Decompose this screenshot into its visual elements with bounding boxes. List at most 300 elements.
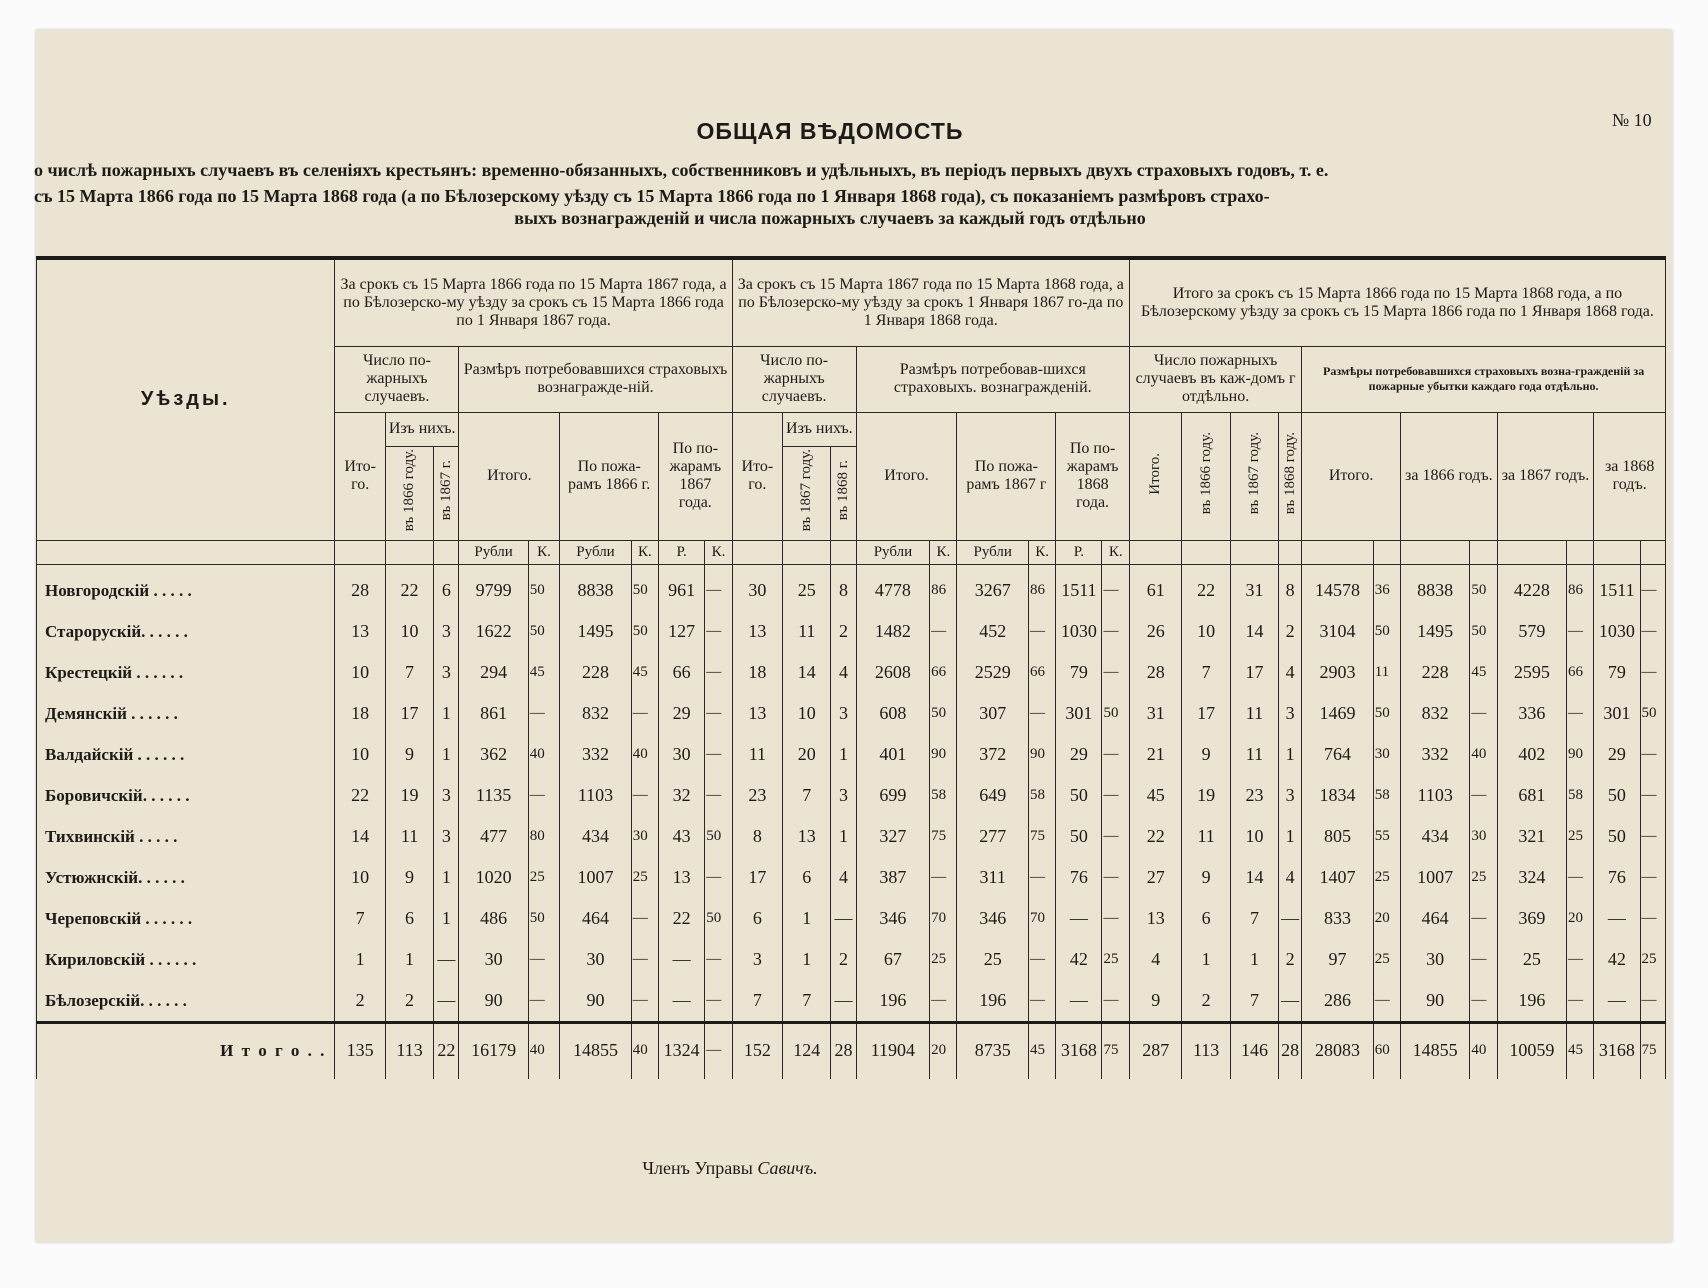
table-cell: 50: [1640, 693, 1665, 734]
table-cell: 113: [385, 1022, 433, 1078]
table-cell: —: [831, 980, 856, 1022]
table-cell: 50: [528, 611, 560, 652]
table-cell: 25: [1640, 939, 1665, 980]
table-cell: 4: [1279, 652, 1302, 693]
table-cell: 1622: [459, 611, 528, 652]
table-cell: —: [1102, 564, 1129, 611]
table-cell: 832: [1401, 693, 1470, 734]
table-cell: 27: [1129, 857, 1182, 898]
header-p2-v-1868: въ 1868 г.: [831, 446, 856, 540]
table-cell: 28: [335, 564, 385, 611]
table-cell: —: [705, 857, 732, 898]
table-cell: 14: [335, 816, 385, 857]
table-cell: 40: [631, 734, 658, 775]
table-cell: 86: [930, 564, 957, 611]
table-cell: 30: [659, 734, 705, 775]
table-cell: 25: [957, 939, 1028, 980]
table-cell: 31: [1230, 564, 1278, 611]
table-cell: 40: [1470, 1022, 1497, 1078]
table-cell: 1: [434, 734, 459, 775]
table-cell: 25: [1567, 816, 1594, 857]
uezd-name: Череповскій . . . . . .: [37, 898, 335, 939]
table-cell: 301: [1056, 693, 1102, 734]
table-row: [37, 652, 1666, 693]
table-cell: 7: [385, 652, 433, 693]
uezd-name: Тихвинскій . . . . .: [37, 816, 335, 857]
table-cell: 25: [631, 857, 658, 898]
table-cell: 3: [434, 652, 459, 693]
table-cell: 196: [957, 980, 1028, 1022]
table-cell: —: [1102, 898, 1129, 939]
table-cell: —: [659, 939, 705, 980]
table-cell: —: [1640, 611, 1665, 652]
table-cell: 3: [1279, 775, 1302, 816]
table-cell: 3104: [1302, 611, 1373, 652]
table-cell: —: [1470, 775, 1497, 816]
table-cell: 1103: [1401, 775, 1470, 816]
table-cell: 402: [1497, 734, 1566, 775]
table-cell: 6: [385, 898, 433, 939]
table-cell: 19: [1182, 775, 1230, 816]
table-cell: 50: [1056, 816, 1102, 857]
table-cell: 1103: [560, 775, 631, 816]
table-cell: 1: [783, 898, 831, 939]
table-cell: 26: [1129, 611, 1182, 652]
table-row: [37, 693, 1666, 734]
table-cell: 10: [335, 734, 385, 775]
table-cell: 372: [957, 734, 1028, 775]
table-cell: —: [1640, 652, 1665, 693]
table-cell: —: [1102, 980, 1129, 1022]
table-cell: 67: [856, 939, 930, 980]
table-cell: 13: [659, 857, 705, 898]
table-cell: 90: [459, 980, 528, 1022]
table-cell: 90: [1567, 734, 1594, 775]
table-cell: 452: [957, 611, 1028, 652]
table-cell: 113: [1182, 1022, 1230, 1078]
header-p3-count: Число пожарныхъ случаевъ въ каж-домъ г отдѣльно.: [1129, 346, 1301, 412]
table-cell: 3168: [1056, 1022, 1102, 1078]
table-cell: 486: [459, 898, 528, 939]
table-cell: 10059: [1497, 1022, 1566, 1078]
table-cell: 332: [1401, 734, 1470, 775]
total-row: [37, 1022, 1666, 1078]
table-cell: 3: [434, 816, 459, 857]
table-cell: 50: [631, 611, 658, 652]
table-cell: 1407: [1302, 857, 1373, 898]
uezd-name: Кириловскій . . . . . .: [37, 939, 335, 980]
statistics-table: [36, 256, 1666, 1079]
table-cell: 66: [930, 652, 957, 693]
table-cell: —: [1594, 980, 1640, 1022]
uezd-name: Устюжнскій. . . . . .: [37, 857, 335, 898]
table-cell: 1: [831, 816, 856, 857]
table-cell: 14: [1230, 857, 1278, 898]
table-cell: 90: [560, 980, 631, 1022]
table-cell: 228: [1401, 652, 1470, 693]
table-cell: 29: [659, 693, 705, 734]
table-cell: 28: [831, 1022, 856, 1078]
table-cell: —: [705, 693, 732, 734]
signature-name: Савичъ.: [757, 1158, 818, 1178]
table-row: [37, 775, 1666, 816]
table-cell: 434: [560, 816, 631, 857]
table-row: [37, 611, 1666, 652]
table-cell: —: [1028, 611, 1055, 652]
table-cell: 8735: [957, 1022, 1028, 1078]
table-cell: 135: [335, 1022, 385, 1078]
table-cell: —: [1640, 816, 1665, 857]
table-cell: —: [930, 611, 957, 652]
table-cell: 11: [783, 611, 831, 652]
table-cell: 11: [732, 734, 782, 775]
table-cell: 9: [1129, 980, 1182, 1022]
table-cell: 9: [385, 857, 433, 898]
header-p1-amount: Размѣръ потребовавшихся страховыхъ вознагражде-ній.: [459, 346, 732, 412]
table-cell: 324: [1497, 857, 1566, 898]
table-cell: 30: [1470, 816, 1497, 857]
header-p1-count: Число по-жарныхъ случаевъ.: [335, 346, 459, 412]
table-cell: 30: [560, 939, 631, 980]
table-cell: 196: [1497, 980, 1566, 1022]
table-cell: —: [930, 857, 957, 898]
table-cell: 36: [1373, 564, 1400, 611]
table-cell: —: [1102, 816, 1129, 857]
table-cell: 649: [957, 775, 1028, 816]
table-cell: 6: [783, 857, 831, 898]
table-cell: 14: [783, 652, 831, 693]
table-cell: —: [1102, 652, 1129, 693]
table-cell: 1007: [1401, 857, 1470, 898]
table-cell: 7: [1182, 652, 1230, 693]
table-cell: 1: [1230, 939, 1278, 980]
table-cell: 10: [335, 652, 385, 693]
table-cell: 2: [1279, 611, 1302, 652]
table-cell: —: [528, 775, 560, 816]
table-cell: 20: [783, 734, 831, 775]
table-cell: 8: [831, 564, 856, 611]
table-cell: —: [930, 980, 957, 1022]
table-cell: 17: [385, 693, 433, 734]
table-cell: 29: [1056, 734, 1102, 775]
table-cell: 50: [528, 564, 560, 611]
header-p2-count: Число по-жарныхъ случаевъ.: [732, 346, 856, 412]
subtitle-line-2: съ 15 Марта 1866 года по 15 Марта 1868 года (а по Бѣлозерскому уѣзду съ 15 Марта 1866 года по 1 Января 1868 года), съ показаніемъ размѣровъ страхо-: [34, 186, 1270, 206]
table-cell: 10: [1230, 816, 1278, 857]
header-p1-iz-nikh: Изъ нихъ.: [385, 412, 459, 446]
table-cell: —: [1028, 693, 1055, 734]
table-cell: 76: [1594, 857, 1640, 898]
table-cell: 8: [1279, 564, 1302, 611]
table-cell: 764: [1302, 734, 1373, 775]
table-cell: 70: [930, 898, 957, 939]
table-cell: 152: [732, 1022, 782, 1078]
table-cell: 11: [1230, 693, 1278, 734]
table-cell: 13: [783, 816, 831, 857]
table-cell: 2595: [1497, 652, 1566, 693]
table-cell: —: [1567, 857, 1594, 898]
header-p2-1868: По по-жарамъ 1868 года.: [1056, 412, 1130, 540]
table-cell: 1495: [560, 611, 631, 652]
table-cell: 22: [1182, 564, 1230, 611]
table-cell: —: [434, 939, 459, 980]
table-cell: —: [1594, 898, 1640, 939]
table-cell: 76: [1056, 857, 1102, 898]
table-cell: 1469: [1302, 693, 1373, 734]
table-cell: 1: [434, 898, 459, 939]
table-cell: 961: [659, 564, 705, 611]
table-cell: 681: [1497, 775, 1566, 816]
table-cell: 1: [385, 939, 433, 980]
table-cell: 1: [1279, 816, 1302, 857]
table-cell: 10: [385, 611, 433, 652]
table-cell: 45: [1567, 1022, 1594, 1078]
table-cell: 1495: [1401, 611, 1470, 652]
table-cell: 50: [1102, 693, 1129, 734]
uezd-name: Демянскій . . . . . .: [37, 693, 335, 734]
table-cell: 45: [1028, 1022, 1055, 1078]
table-cell: 45: [528, 652, 560, 693]
table-cell: 1511: [1594, 564, 1640, 611]
table-cell: 45: [1470, 652, 1497, 693]
table-cell: —: [1056, 980, 1102, 1022]
table-cell: 25: [783, 564, 831, 611]
uezd-name: Валдайскій . . . . . .: [37, 734, 335, 775]
table-cell: 3168: [1594, 1022, 1640, 1078]
table-cell: 28: [1129, 652, 1182, 693]
table-cell: 45: [1129, 775, 1182, 816]
table-cell: 4: [831, 652, 856, 693]
header-p1-v-1866: въ 1866 году.: [385, 446, 433, 540]
uezd-name: Бѣлозерскій. . . . . .: [37, 980, 335, 1022]
table-cell: 50: [705, 898, 732, 939]
table-cell: 2608: [856, 652, 930, 693]
table-cell: 13: [732, 693, 782, 734]
header-p3-za-1866: за 1866 годъ.: [1401, 412, 1498, 540]
table-cell: —: [1470, 939, 1497, 980]
table-cell: 579: [1497, 611, 1566, 652]
table-row: [37, 816, 1666, 857]
header-p2-iz-nikh: Изъ нихъ.: [783, 412, 857, 446]
table-row: [37, 939, 1666, 980]
table-cell: 10: [1182, 611, 1230, 652]
table-cell: 6: [1182, 898, 1230, 939]
table-cell: 66: [1567, 652, 1594, 693]
table-cell: 11: [1182, 816, 1230, 857]
table-cell: 3267: [957, 564, 1028, 611]
table-cell: 25: [1497, 939, 1566, 980]
table-cell: 346: [957, 898, 1028, 939]
table-cell: 66: [1028, 652, 1055, 693]
subtitle-line-1: о числѣ пожарныхъ случаевъ въ селеніяхъ крестьянъ: временно-обязанныхъ, собственниковъ и удѣльныхъ, въ періодъ первыхъ двухъ страховыхъ годовъ, т. е.: [34, 160, 1329, 180]
table-cell: 321: [1497, 816, 1566, 857]
table-cell: 1: [1182, 939, 1230, 980]
table-cell: 332: [560, 734, 631, 775]
table-cell: 80: [528, 816, 560, 857]
table-cell: 1007: [560, 857, 631, 898]
table-cell: 387: [856, 857, 930, 898]
table-cell: —: [705, 939, 732, 980]
table-cell: 2529: [957, 652, 1028, 693]
table-cell: 40: [631, 1022, 658, 1078]
table-cell: 11904: [856, 1022, 930, 1078]
table-cell: 16179: [459, 1022, 528, 1078]
table-cell: 22: [335, 775, 385, 816]
table-cell: 14855: [560, 1022, 631, 1078]
table-cell: 2: [831, 611, 856, 652]
table-cell: 75: [1640, 1022, 1665, 1078]
signature: [0, 1158, 1460, 1179]
table-cell: 22: [434, 1022, 459, 1078]
table-cell: 14855: [1401, 1022, 1470, 1078]
table-cell: —: [1640, 857, 1665, 898]
table-cell: 2903: [1302, 652, 1373, 693]
table-cell: 14: [1230, 611, 1278, 652]
table-cell: —: [631, 939, 658, 980]
table-cell: 79: [1594, 652, 1640, 693]
table-row: [37, 734, 1666, 775]
table-cell: 287: [1129, 1022, 1182, 1078]
table-cell: 18: [335, 693, 385, 734]
table-cell: 20: [1373, 898, 1400, 939]
table-cell: 3: [434, 611, 459, 652]
sheet-number: № 10: [1612, 110, 1652, 130]
table-cell: 699: [856, 775, 930, 816]
table-cell: —: [631, 898, 658, 939]
table-cell: 86: [1567, 564, 1594, 611]
header-p1-v-1867: въ 1867 г.: [434, 446, 459, 540]
table-cell: —: [1028, 857, 1055, 898]
table-cell: —: [528, 693, 560, 734]
table-cell: —: [831, 898, 856, 939]
table-cell: 22: [385, 564, 433, 611]
table-cell: 1324: [659, 1022, 705, 1078]
header-uezdy: Уѣзды.: [37, 258, 335, 540]
table-cell: 13: [732, 611, 782, 652]
table-cell: 58: [1373, 775, 1400, 816]
table-cell: 8: [732, 816, 782, 857]
header-p3-1866: въ 1866 году.: [1182, 412, 1230, 540]
table-cell: 7: [335, 898, 385, 939]
table-cell: 21: [1129, 734, 1182, 775]
table-cell: 464: [1401, 898, 1470, 939]
table-cell: 4228: [1497, 564, 1566, 611]
table-cell: 32: [659, 775, 705, 816]
table-row: [37, 857, 1666, 898]
table-cell: 11: [1230, 734, 1278, 775]
table-cell: 434: [1401, 816, 1470, 857]
uezd-name: Новгородскій . . . . .: [37, 564, 335, 611]
table-cell: 6: [732, 898, 782, 939]
header-p2-amount: Размѣръ потребовав-шихся страховыхъ. вознагражденій.: [856, 346, 1129, 412]
table-cell: —: [1640, 564, 1665, 611]
table-cell: 11: [1373, 652, 1400, 693]
table-cell: —: [1640, 734, 1665, 775]
table-cell: 13: [335, 611, 385, 652]
table-cell: —: [1028, 939, 1055, 980]
table-cell: 25: [1102, 939, 1129, 980]
table-cell: 3: [732, 939, 782, 980]
table-cell: 1030: [1594, 611, 1640, 652]
table-cell: 2: [385, 980, 433, 1022]
table-cell: 4: [1129, 939, 1182, 980]
table-row: [37, 898, 1666, 939]
table-cell: —: [1640, 775, 1665, 816]
table-cell: 861: [459, 693, 528, 734]
table-cell: 1: [335, 939, 385, 980]
table-cell: 4778: [856, 564, 930, 611]
table-cell: 1482: [856, 611, 930, 652]
table-cell: —: [631, 775, 658, 816]
table-cell: 3: [434, 775, 459, 816]
header-p3-1868: въ 1868 году.: [1279, 412, 1302, 540]
table-cell: 294: [459, 652, 528, 693]
table-cell: 50: [528, 898, 560, 939]
table-cell: 3: [1279, 693, 1302, 734]
table-cell: 50: [631, 564, 658, 611]
table-cell: 25: [1373, 939, 1400, 980]
header-p2-1867: По пожа-рамъ 1867 г: [957, 412, 1056, 540]
table-cell: 90: [1028, 734, 1055, 775]
table-cell: 50: [705, 816, 732, 857]
table-cell: 17: [1230, 652, 1278, 693]
table-cell: 40: [528, 1022, 560, 1078]
table-cell: 50: [1594, 816, 1640, 857]
table-cell: 55: [1373, 816, 1400, 857]
table-cell: 61: [1129, 564, 1182, 611]
table-cell: —: [1102, 857, 1129, 898]
table-cell: 1: [783, 939, 831, 980]
table-cell: —: [1102, 734, 1129, 775]
table-cell: 11: [385, 816, 433, 857]
table-cell: 196: [856, 980, 930, 1022]
header-period-2: За срокъ съ 15 Марта 1867 года по 15 Марта 1868 года, а по Бѣлозерско-му уѣзду за срокъ 1 Января 1867 го-да по 1 Января 1868 года.: [732, 258, 1129, 346]
table-cell: 43: [659, 816, 705, 857]
table-cell: —: [631, 693, 658, 734]
table-cell: 28: [1279, 1022, 1302, 1078]
table-cell: 124: [783, 1022, 831, 1078]
table-cell: 1511: [1056, 564, 1102, 611]
table-cell: 17: [732, 857, 782, 898]
table-cell: 401: [856, 734, 930, 775]
table-cell: 22: [659, 898, 705, 939]
table-cell: —: [1567, 693, 1594, 734]
header-p2-total: Ито-го.: [732, 412, 782, 540]
table-cell: 30: [459, 939, 528, 980]
table-cell: 90: [930, 734, 957, 775]
table-cell: —: [705, 734, 732, 775]
table-cell: 31: [1129, 693, 1182, 734]
table-cell: 18: [732, 652, 782, 693]
uezd-name: Боровичскій. . . . . .: [37, 775, 335, 816]
table-cell: 30: [1373, 734, 1400, 775]
table-cell: 20: [930, 1022, 957, 1078]
table-cell: 7: [1230, 980, 1278, 1022]
table-cell: —: [705, 1022, 732, 1078]
table-cell: 42: [1056, 939, 1102, 980]
table-cell: 19: [385, 775, 433, 816]
table-cell: 75: [930, 816, 957, 857]
table-cell: 3: [831, 693, 856, 734]
table-cell: 60: [1373, 1022, 1400, 1078]
table-cell: 25: [930, 939, 957, 980]
table-cell: 30: [631, 816, 658, 857]
table-cell: —: [659, 980, 705, 1022]
table-cell: 66: [659, 652, 705, 693]
header-p3-za-1867: за 1867 годъ.: [1497, 412, 1594, 540]
table-cell: —: [1470, 693, 1497, 734]
table-cell: —: [1640, 898, 1665, 939]
